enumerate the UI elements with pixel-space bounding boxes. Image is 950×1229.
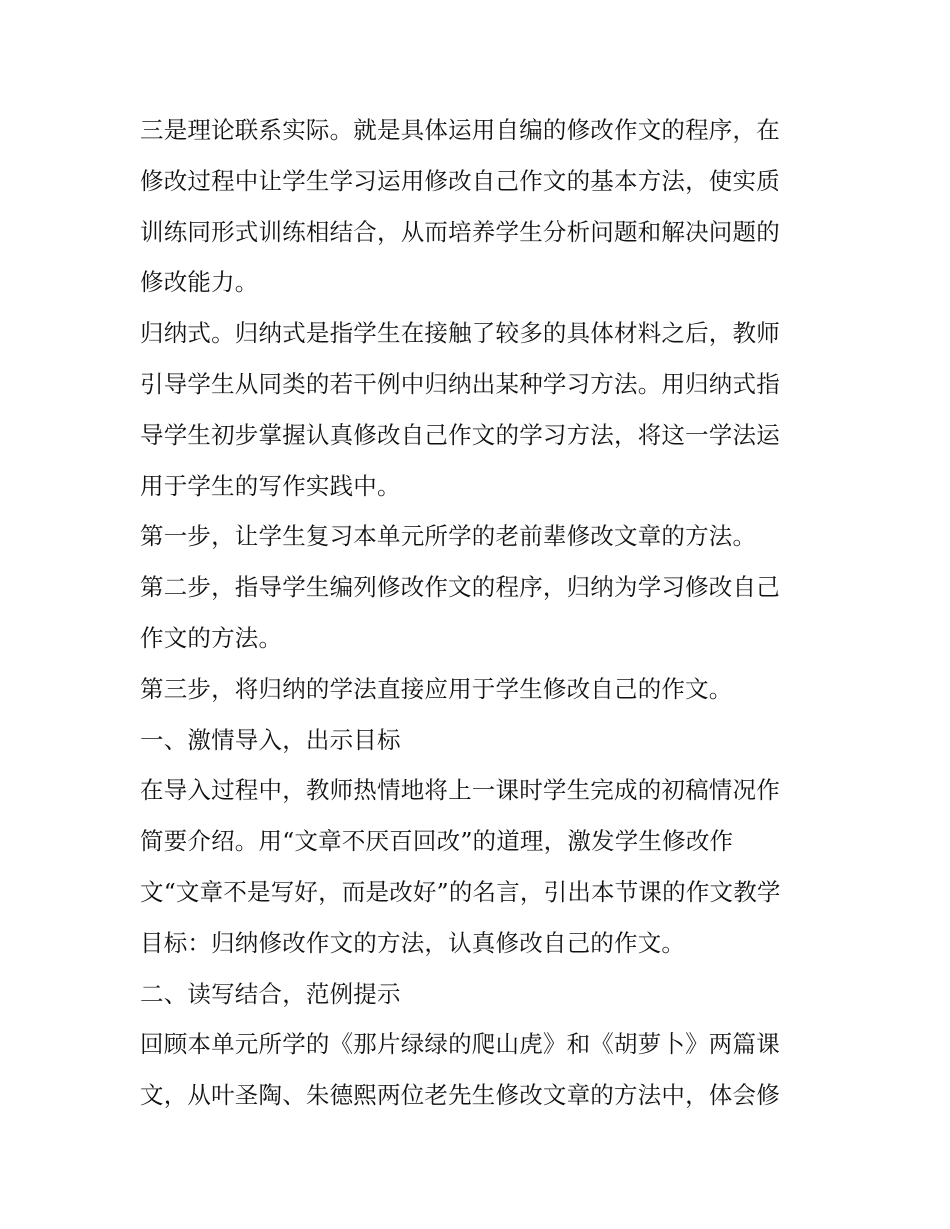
text-line: 训练同形式训练相结合，从而培养学生分析问题和解决问题的 xyxy=(140,217,780,246)
text-line: 文“文章不是写好，而是改好”的名言，引出本节课的作文教学 xyxy=(140,877,781,906)
text-line: 文，从叶圣陶、朱德熙两位老先生修改文章的方法中，体会修 xyxy=(140,1081,780,1110)
text-line: 回顾本单元所学的《那片绿绿的爬山虎》和《胡萝卜》两篇课 xyxy=(140,1030,780,1059)
section-heading: 一、激情导入，出示目标 xyxy=(140,725,401,754)
text-line: 修改能力。 xyxy=(140,268,259,297)
text-line: 在导入过程中，教师热情地将上一课时学生完成的初稿情况作 xyxy=(140,776,780,805)
text-line: 归纳式。归纳式是指学生在接触了较多的具体材料之后，教师 xyxy=(140,319,780,348)
document-body xyxy=(140,105,820,1121)
text-line: 第三步，将归纳的学法直接应用于学生修改自己的作文。 xyxy=(140,674,733,703)
text-line: 三是理论联系实际。就是具体运用自编的修改作文的程序，在 xyxy=(140,116,780,144)
text-line: 引导学生从同类的若干例中归纳出某种学习方法。用归纳式指 xyxy=(140,369,780,398)
text-line: 简要介绍。用“文章不厌百回改”的道理，激发学生修改作 xyxy=(140,827,734,856)
text-line: 作文的方法。 xyxy=(140,623,283,652)
text-line: 用于学生的写作实践中。 xyxy=(140,471,401,500)
text-line: 目标：归纳修改作文的方法，认真修改自己的作文。 xyxy=(140,928,686,957)
text-line: 第一步，让学生复习本单元所学的老前辈修改文章的方法。 xyxy=(140,522,757,551)
section-heading: 二、读写结合，范例提示 xyxy=(140,979,401,1008)
text-line: 第二步，指导学生编列修改作文的程序，归纳为学习修改自己 xyxy=(140,573,780,602)
text-line: 导学生初步掌握认真修改自己作文的学习方法，将这一学法运 xyxy=(140,420,780,449)
text-line: 修改过程中让学生学习运用修改自己作文的基本方法，使实质 xyxy=(140,166,780,195)
